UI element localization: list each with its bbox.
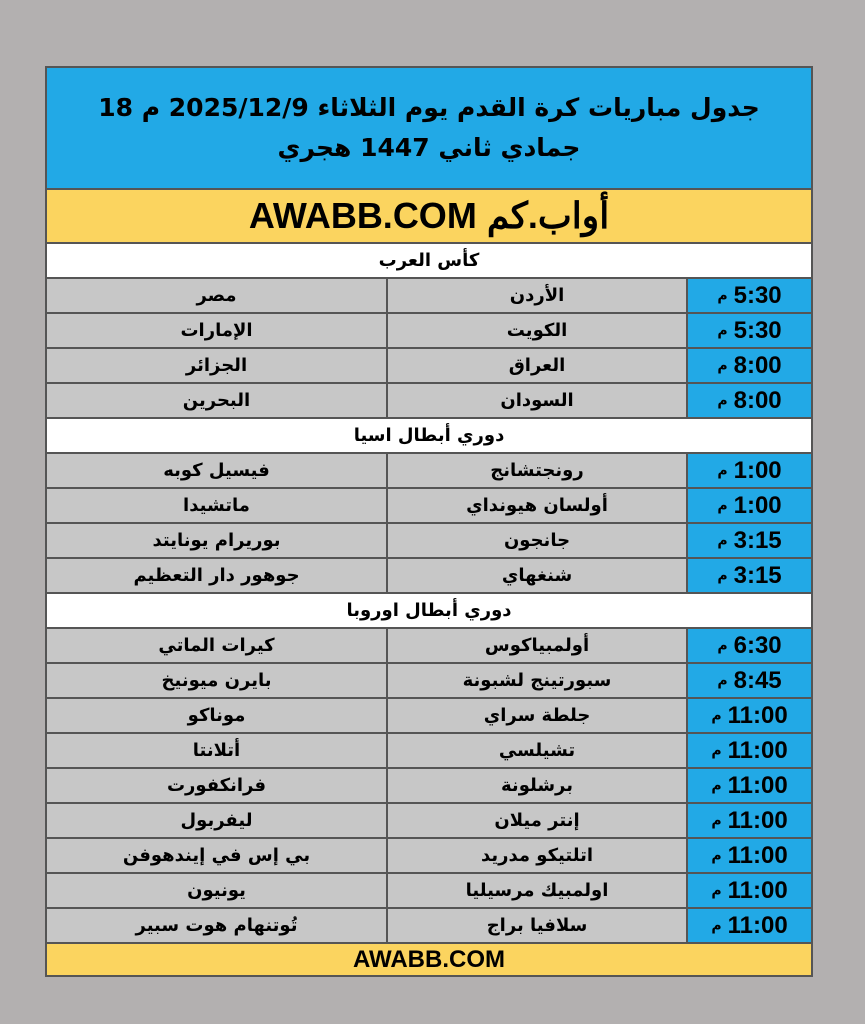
pm-label: م: [717, 672, 728, 689]
match-time: [686, 489, 811, 522]
match-time: [686, 384, 811, 417]
pm-label: م: [717, 287, 728, 304]
home-team: جانجون: [386, 524, 686, 557]
match-time-value: 3:15: [733, 561, 782, 589]
away-team: الجزائر: [47, 349, 386, 382]
match-time-value: 5:30: [733, 281, 782, 309]
match-row: [47, 454, 811, 489]
match-time-value: 8:00: [733, 386, 782, 414]
match-time: [686, 524, 811, 557]
pm-label: م: [717, 322, 728, 339]
pm-label: م: [717, 357, 728, 374]
section-header: كأس العرب: [47, 244, 811, 279]
pm-label: م: [717, 532, 728, 549]
match-row: [47, 384, 811, 419]
schedule-title: جدول مباريات كرة القدم يوم الثلاثاء 2025/12/9 م 18 جمادي ثاني 1447 هجري: [47, 68, 811, 190]
match-time-value: 1:00: [733, 491, 782, 519]
match-row: [47, 664, 811, 699]
match-time-value: 11:00: [727, 841, 788, 869]
match-time-value: 1:00: [733, 456, 782, 484]
away-team: بوريرام يونايتد: [47, 524, 386, 557]
match-time: [686, 559, 811, 592]
home-team: سبورتينج لشبونة: [386, 664, 686, 697]
away-team: جوهور دار التعظيم: [47, 559, 386, 592]
away-team: ماتشيدا: [47, 489, 386, 522]
match-row: [47, 769, 811, 804]
away-team: بي إس في إيندهوفن: [47, 839, 386, 872]
away-team: يونيون: [47, 874, 386, 907]
section-header: دوري أبطال اسيا: [47, 419, 811, 454]
match-time-value: 8:00: [733, 351, 782, 379]
pm-label: م: [711, 917, 722, 934]
match-time: [686, 349, 811, 382]
match-time: [686, 769, 811, 802]
away-team: فيسيل كوبه: [47, 454, 386, 487]
match-time: [686, 734, 811, 767]
home-team: الأردن: [386, 279, 686, 312]
home-team: السودان: [386, 384, 686, 417]
match-row: [47, 279, 811, 314]
match-time-value: 6:30: [733, 631, 782, 659]
match-row: [47, 874, 811, 909]
match-time-value: 11:00: [727, 736, 788, 764]
section-header: دوري أبطال اوروبا: [47, 594, 811, 629]
match-time-value: 5:30: [733, 316, 782, 344]
pm-label: م: [717, 497, 728, 514]
match-row: [47, 839, 811, 874]
away-team: ليفربول: [47, 804, 386, 837]
match-time: [686, 629, 811, 662]
away-team: الإمارات: [47, 314, 386, 347]
match-time: [686, 699, 811, 732]
home-team: رونجتشانج: [386, 454, 686, 487]
match-schedule-table: [45, 66, 813, 977]
footer-brand: AWABB.COM: [47, 944, 811, 975]
match-row: [47, 559, 811, 594]
pm-label: م: [711, 742, 722, 759]
match-time: [686, 664, 811, 697]
away-team: بايرن ميونيخ: [47, 664, 386, 697]
match-row: [47, 314, 811, 349]
brand-banner: أواب.كم AWABB.COM: [47, 190, 811, 244]
away-team: البحرين: [47, 384, 386, 417]
pm-label: م: [711, 847, 722, 864]
home-team: أولسان هيونداي: [386, 489, 686, 522]
home-team: أولمبياكوس: [386, 629, 686, 662]
match-time-value: 11:00: [727, 806, 788, 834]
pm-label: م: [717, 462, 728, 479]
home-team: شنغهاي: [386, 559, 686, 592]
match-time: [686, 874, 811, 907]
match-time-value: 8:45: [733, 666, 782, 694]
sections-container: [47, 244, 811, 944]
pm-label: م: [711, 882, 722, 899]
match-time: [686, 454, 811, 487]
away-team: موناكو: [47, 699, 386, 732]
match-row: [47, 524, 811, 559]
match-time: [686, 314, 811, 347]
home-team: العراق: [386, 349, 686, 382]
match-row: [47, 909, 811, 944]
match-time: [686, 909, 811, 942]
pm-label: م: [711, 707, 722, 724]
home-team: جلطة سراي: [386, 699, 686, 732]
home-team: إنتر ميلان: [386, 804, 686, 837]
match-row: [47, 489, 811, 524]
match-time-value: 11:00: [727, 701, 788, 729]
pm-label: م: [717, 567, 728, 584]
match-row: [47, 804, 811, 839]
home-team: سلافيا براج: [386, 909, 686, 942]
home-team: تشيلسي: [386, 734, 686, 767]
home-team: برشلونة: [386, 769, 686, 802]
match-time-value: 11:00: [727, 876, 788, 904]
match-time-value: 3:15: [733, 526, 782, 554]
home-team: اتلتيكو مدريد: [386, 839, 686, 872]
pm-label: م: [711, 777, 722, 794]
pm-label: م: [717, 637, 728, 654]
away-team: أتلانتا: [47, 734, 386, 767]
pm-label: م: [711, 812, 722, 829]
away-team: فرانكفورت: [47, 769, 386, 802]
home-team: اولمبيك مرسيليا: [386, 874, 686, 907]
match-row: [47, 699, 811, 734]
match-row: [47, 734, 811, 769]
pm-label: م: [717, 392, 728, 409]
match-time-value: 11:00: [727, 771, 788, 799]
away-team: كيرات الماتي: [47, 629, 386, 662]
home-team: الكويت: [386, 314, 686, 347]
match-time: [686, 279, 811, 312]
match-time: [686, 839, 811, 872]
away-team: مصر: [47, 279, 386, 312]
away-team: تُوتنهام هوت سبير: [47, 909, 386, 942]
match-time: [686, 804, 811, 837]
match-row: [47, 349, 811, 384]
match-row: [47, 629, 811, 664]
match-time-value: 11:00: [727, 911, 788, 939]
